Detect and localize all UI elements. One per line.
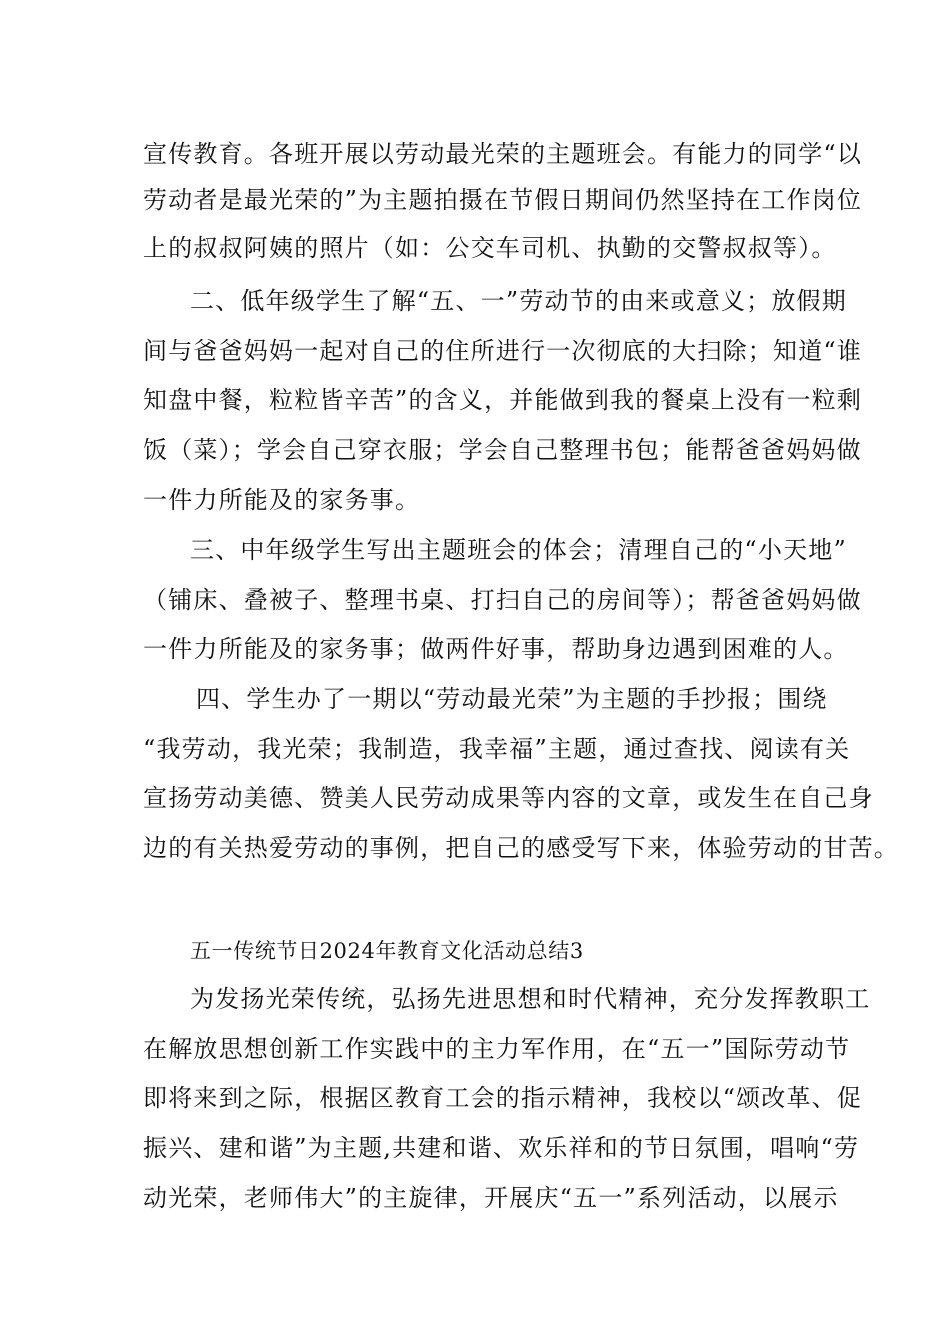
paragraph-line: 为发扬光荣传统，弘扬先进思想和时代精神，充分发挥教职工 (190, 985, 871, 1013)
section-title: 五一传统节日2024年教育文化活动总结3 (190, 939, 584, 963)
paragraph-line: 动光荣，老师伟大”的主旋律，开展庆“五一”系列活动，以展示 (143, 1184, 839, 1212)
paragraph-line: 一件力所能及的家务事；做两件好事，帮助身边遇到困难的人。 (143, 635, 849, 663)
paragraph-line: 知盘中餐，粒粒皆辛苦”的含义，并能做到我的餐桌上没有一粒剩 (143, 386, 863, 414)
paragraph-line: 一件力所能及的家务事。 (143, 486, 421, 514)
paragraph-line: 间与爸爸妈妈一起对自己的住所进行一次彻底的大扫除；知道“谁 (143, 337, 863, 365)
paragraph-line: 在解放思想创新工作实践中的主力军作用，在“五一”国际劳动节 (143, 1035, 851, 1063)
paragraph-line: 宣扬劳动美德、赞美人民劳动成果等内容的文章，或发生在自己身 (143, 784, 874, 812)
paragraph-line: 即将来到之际，根据区教育工会的指示精神，我校以“颂改革、促 (143, 1084, 863, 1112)
paragraph-line: 二、低年级学生了解“五、一”劳动节的由来或意义；放假期 (190, 287, 847, 315)
paragraph-line: 劳动者是最光荣的”为主题拍摄在节假日期间仍然坚持在工作岗位 (143, 186, 863, 214)
paragraph-line: 饭（菜）；学会自己穿衣服；学会自己整理书包；能帮爸爸妈妈做 (143, 436, 862, 464)
paragraph-line: 宣传教育。各班开展以劳动最光荣的主题班会。有能力的同学“以 (143, 140, 863, 168)
paragraph-line: 三、中年级学生写出主题班会的体会；清理自己的“小天地” (190, 536, 847, 564)
paragraph-line: 上的叔叔阿姨的照片（如：公交车司机、执勤的交警叔叔等）。 (143, 234, 837, 262)
paragraph-line: （铺床、叠被子、整理书桌、打扫自己的房间等）；帮爸爸妈妈做 (143, 586, 862, 614)
paragraph-line: “我劳动，我光荣；我制造，我幸福”主题，通过查找、阅读有关 (143, 735, 851, 763)
paragraph-line: 边的有关热爱劳动的事例，把自己的感受写下来，体验劳动的甘苦。 (143, 834, 899, 862)
paragraph-line: 四、学生办了一期以“劳动最光荣”为主题的手抄报；围绕 (196, 685, 828, 713)
paragraph-line: 振兴、建和谐”为主题,共建和谐、欢乐祥和的节日氛围，唱响“劳 (143, 1134, 860, 1162)
